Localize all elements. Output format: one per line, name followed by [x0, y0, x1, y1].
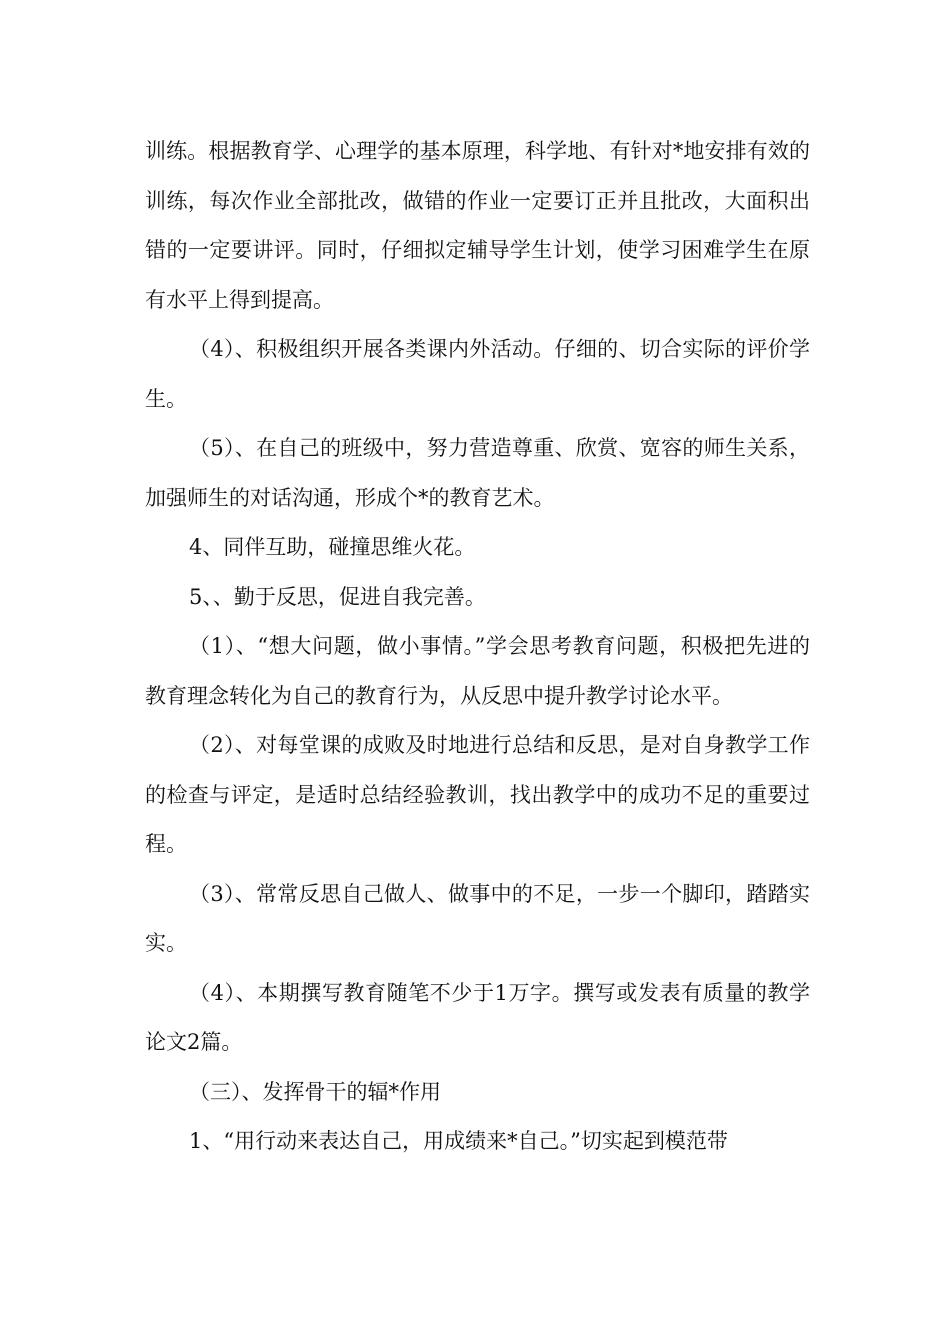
paragraph-item-4-writing: （4）、本期撰写教育随笔不少于1万字。撰写或发表有质量的教学论文2篇。 [145, 980, 810, 1054]
paragraph-section-4-peer-support: 4、同伴互助，碰撞思维火花。 [189, 535, 476, 559]
paragraph-section-5-reflection: 5、、勤于反思，促进自我完善。 [189, 584, 486, 609]
paragraph-item-2-lesson-review: （2）、对每堂课的成败及时地进行总结和反思，是对自身教学工作的检查与评定，是适时总结经验教训，找出教学中的成功不足的重要过程。 [145, 733, 810, 856]
paragraph-item-4-activities: （4）、积极组织开展各类课内外活动。仔细的、切合实际的评价学生。 [145, 337, 810, 411]
paragraph-training: 训练。根据教育学、心理学的基本原理，科学地、有针对*地安排有效的训练，每次作业全部批改，做错的作业一定要订正并且批改，大面积出错的一定要讲评。同时，仔细拟定辅导学生计划，使学习困难学生在原有水平上得到提高。 [145, 139, 810, 312]
paragraph-item-1-big-questions: （1）、“想大问题，做小事情。”学会思考教育问题，积极把先进的教育理念转化为自己的教育行为，从反思中提升教学讨论水平。 [145, 634, 810, 708]
paragraph-item-5-relationship: （5）、在自己的班级中，努力营造尊重、欣赏、宽容的师生关系，加强师生的对话沟通，形成个*的教育艺术。 [145, 436, 810, 510]
paragraph-item-1-action: 1、“用行动来表达自己，用成绩来*自己。”切实起到模范带 [189, 1129, 728, 1153]
document-body [145, 127, 810, 1167]
paragraph-item-3-self-reflection: （3）、常常反思自己做人、做事中的不足，一步一个脚印，踏踏实实。 [145, 881, 810, 955]
paragraph-heading-three: （三）、发挥骨干的辐*作用 [189, 1079, 441, 1104]
